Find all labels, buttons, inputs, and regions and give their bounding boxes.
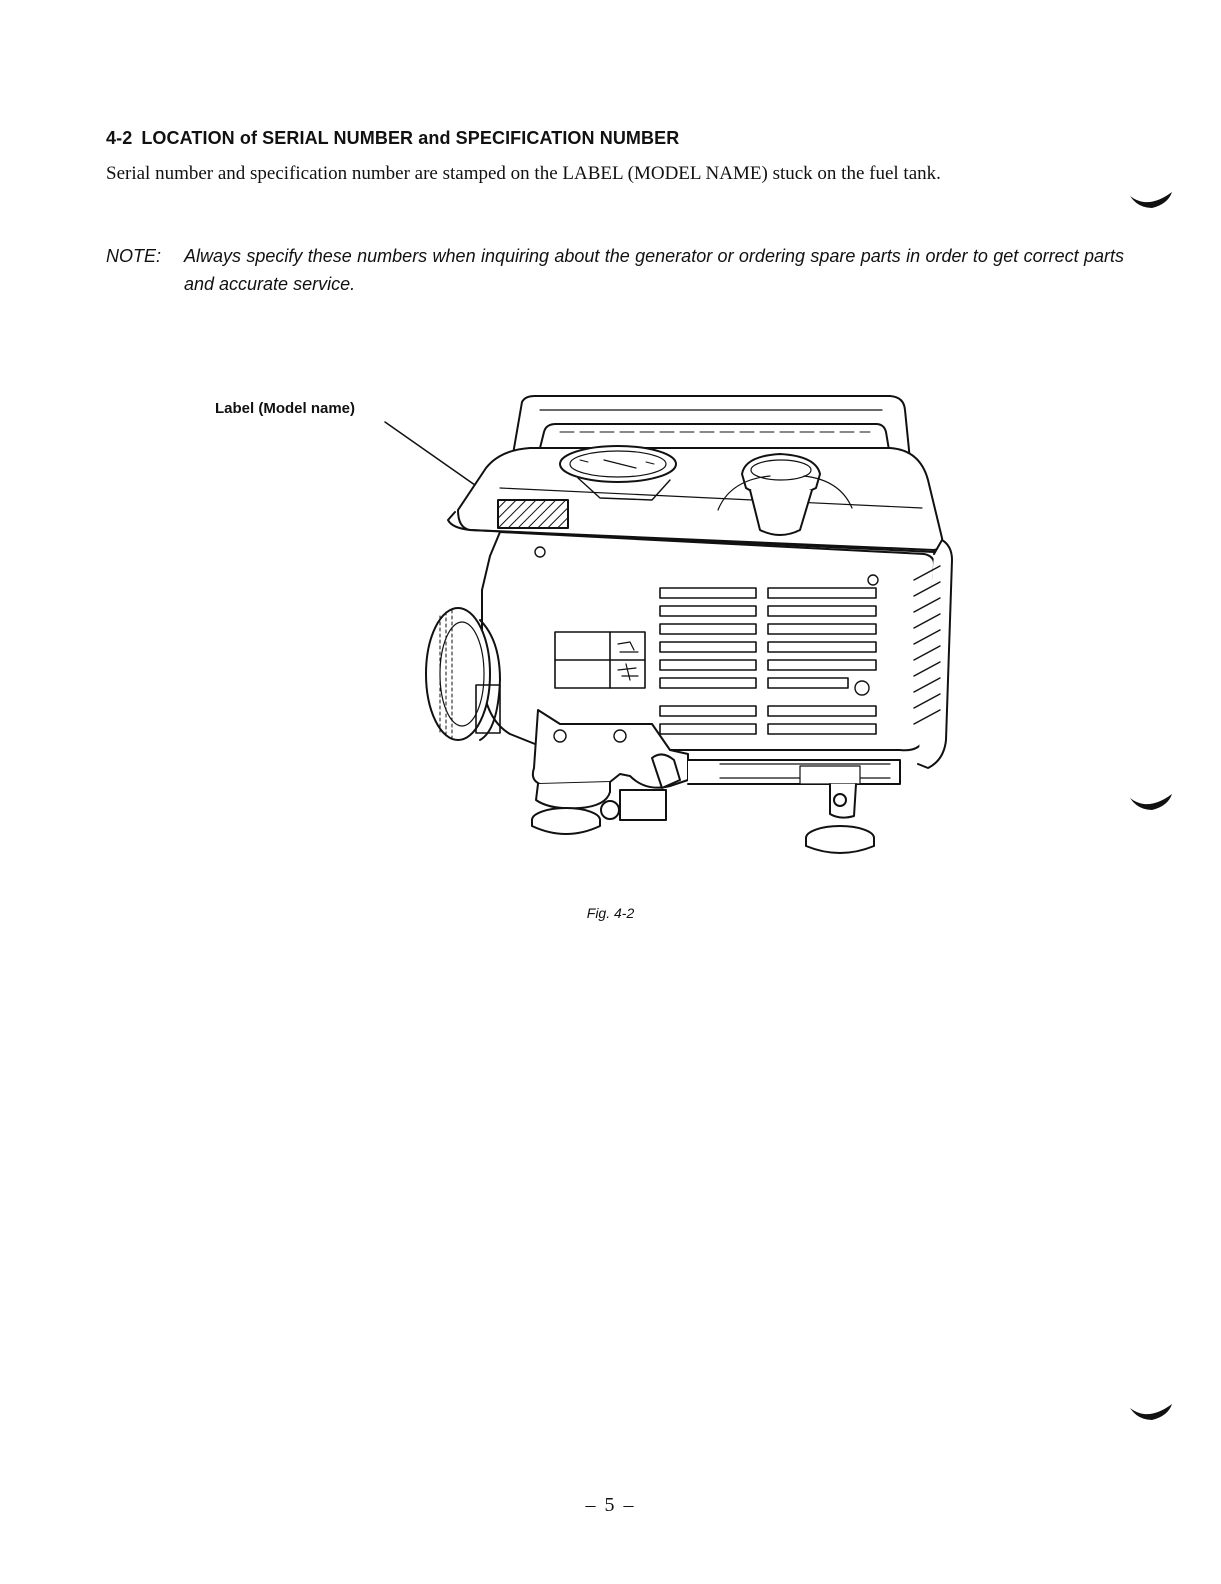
binder-mark xyxy=(1128,1400,1176,1424)
note-block xyxy=(106,242,1124,298)
binder-mark xyxy=(1128,790,1176,814)
note-label: NOTE: xyxy=(106,246,162,266)
page-number: – 5 – xyxy=(585,1494,636,1516)
callout-label: Label (Model name) xyxy=(215,400,356,417)
binder-mark xyxy=(1128,188,1176,212)
cooling-vents xyxy=(660,588,876,734)
recoil-starter-knob xyxy=(426,608,490,740)
section-heading xyxy=(106,128,679,149)
figure-caption: Fig. 4-2 xyxy=(586,905,635,921)
rubber-feet xyxy=(532,782,874,853)
note-text: Always specify these numbers when inquiring about the generator or ordering spare parts in order to get correct parts and accurate service. xyxy=(184,246,1124,294)
section-number: 4-2 xyxy=(106,128,133,148)
section-title: LOCATION of SERIAL NUMBER and SPECIFICATION NUMBER xyxy=(141,128,680,148)
body-paragraph: Serial number and specification number are stamped on the LABEL (MODEL NAME) stuck on the fuel tank. xyxy=(106,163,941,184)
warning-panel xyxy=(555,632,645,688)
generator-illustration xyxy=(200,380,970,880)
model-name-label xyxy=(498,500,568,528)
